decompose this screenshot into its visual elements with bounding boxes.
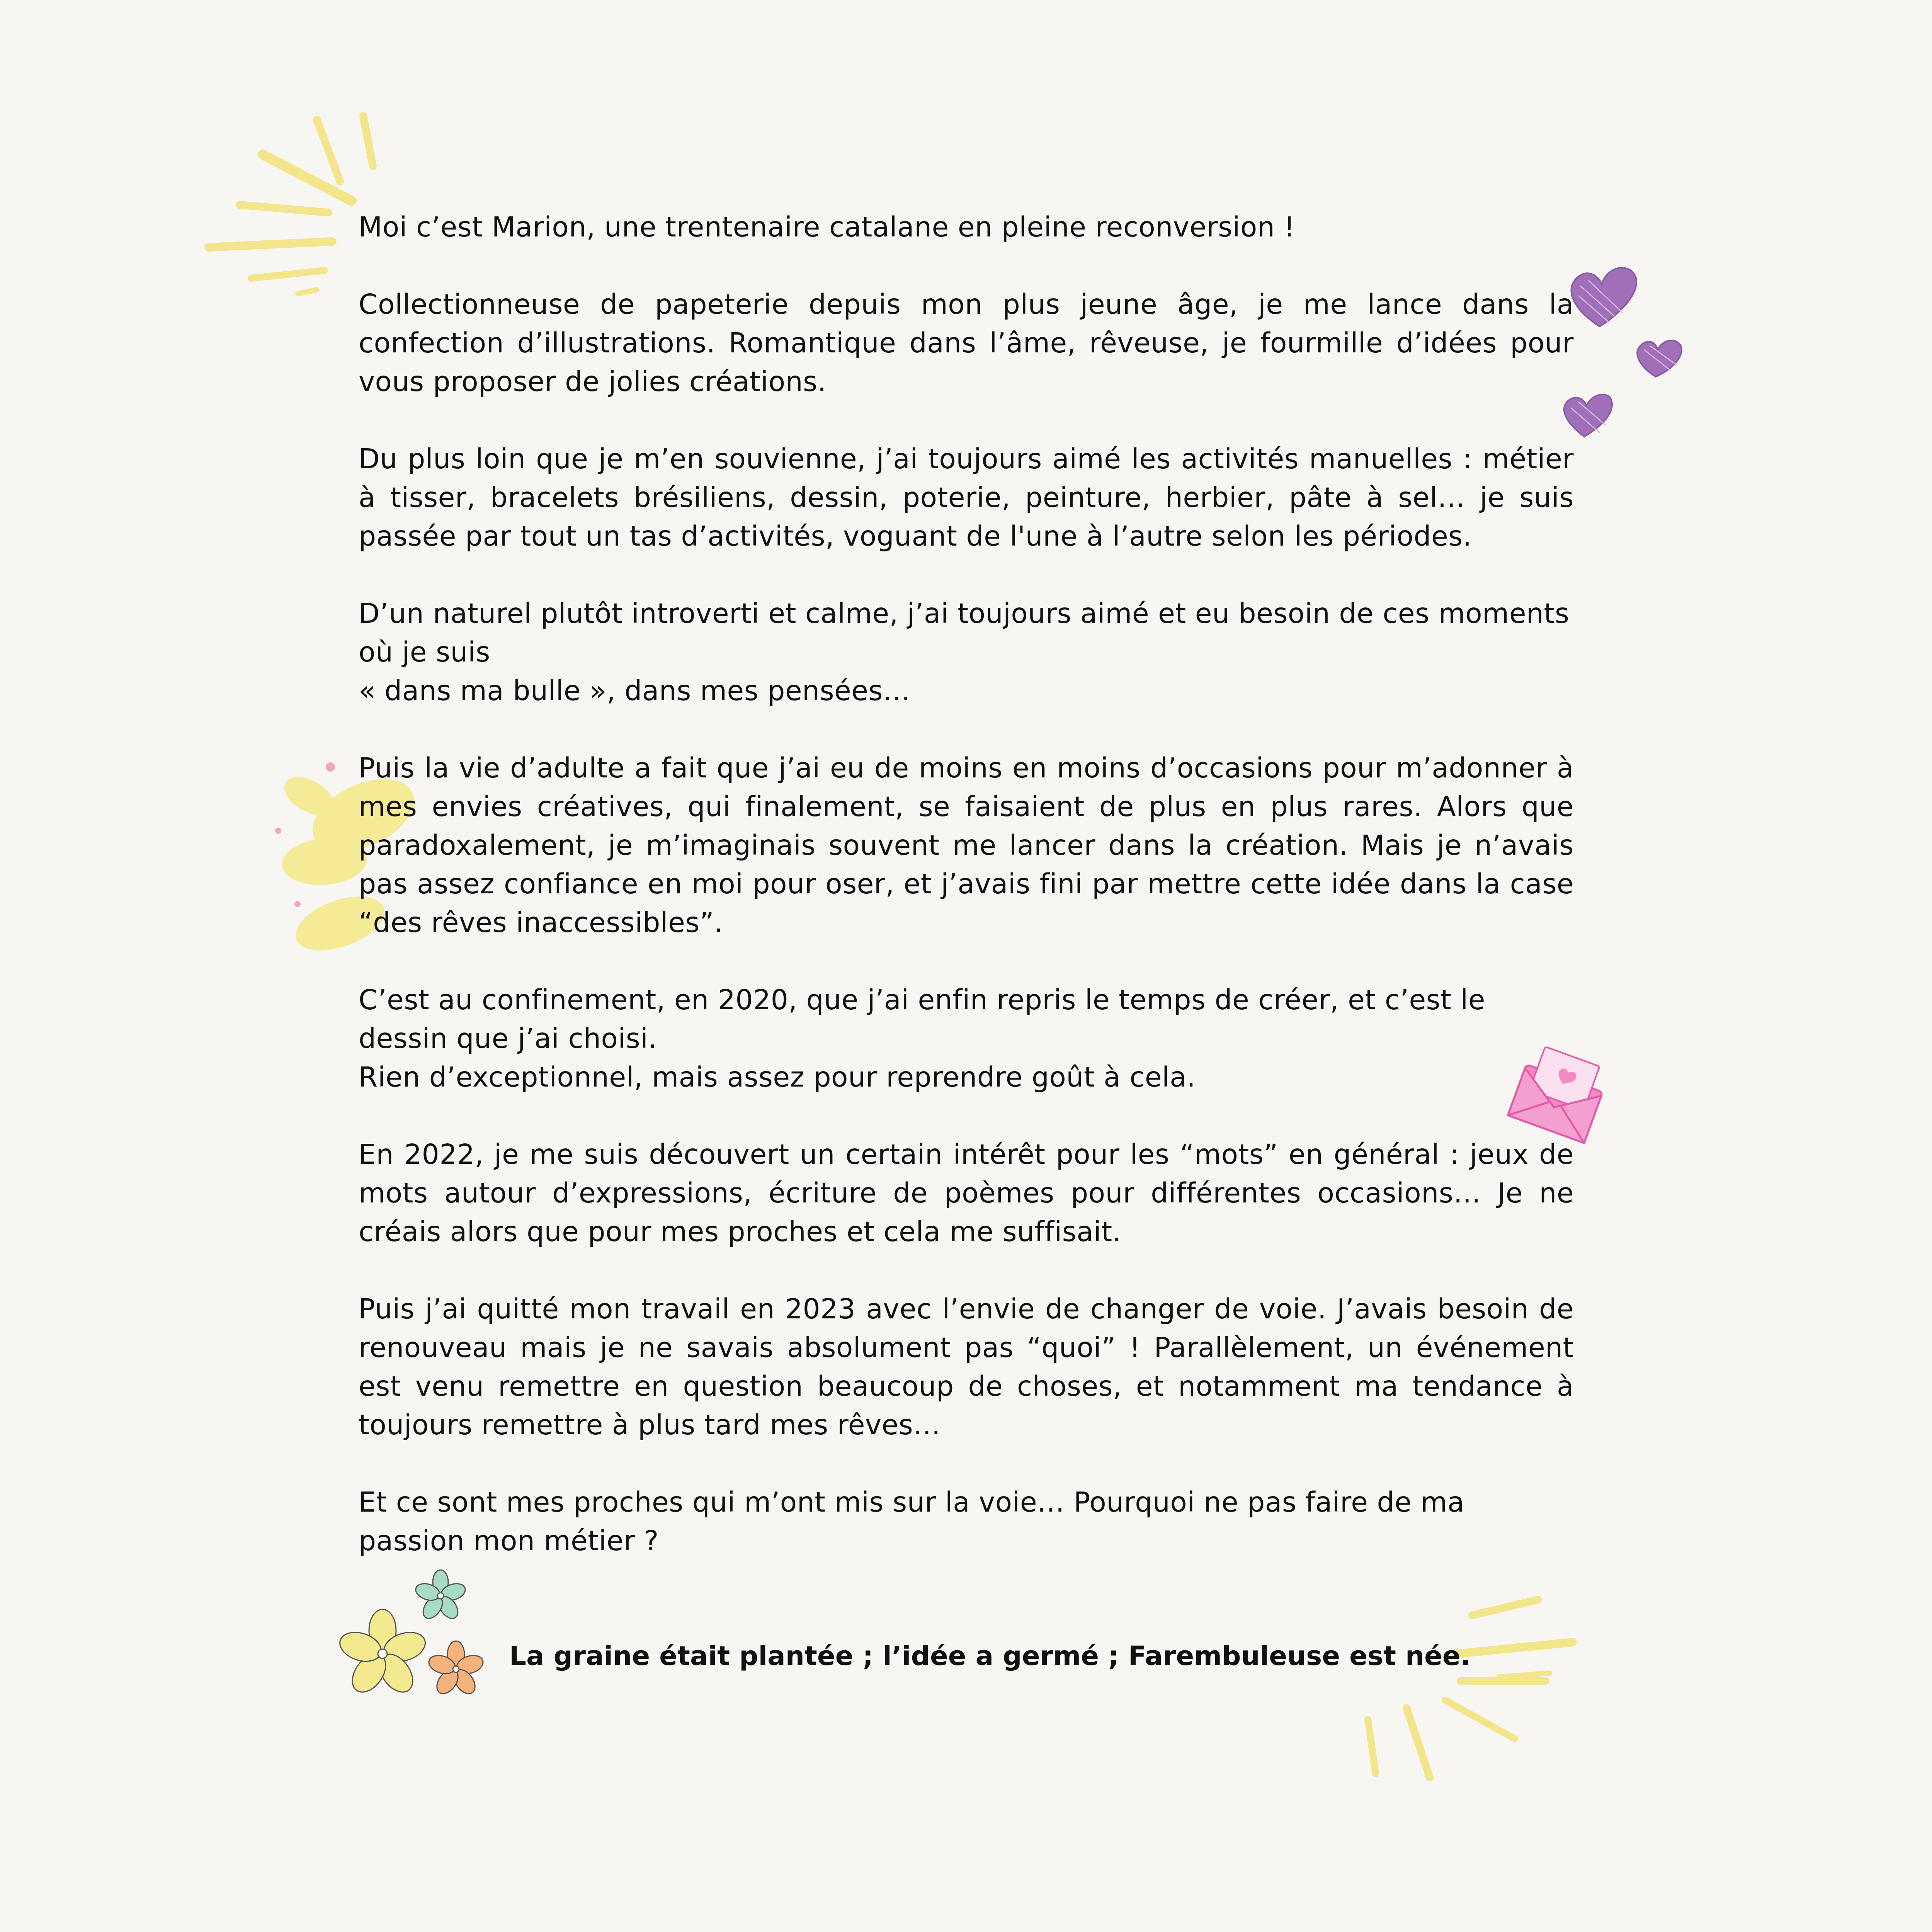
paragraph-proches bbox=[359, 1483, 1574, 1560]
paragraph-activites: Du plus loin que je m’en souvienne, j’ai toujours aimé les activités manuelles : métier à tisser, bracelets brésiliens, dessin, poterie, peinture, herbier, pâte à sel… je suis passée par tout un tas d’activités, voguant de l'une à l’autre selon les périodes. bbox=[359, 443, 1574, 552]
paragraph-vie-adulte: Puis la vie d’adulte a fait que j’ai eu de moins en moins d’occasions pour m’adonner à mes envies créatives, qui finalement, se faisaient de plus en plus rares. Alors que paradoxalement, je m’imaginais souvent me lancer dans la création. Mais je n’avais pas assez confiance en moi pour oser, et j’avais fini par mettre cette idée dans la case “des rêves inaccessibles”. bbox=[359, 752, 1574, 939]
paragraph-line: « dans ma bulle », dans mes pensées… bbox=[359, 675, 911, 707]
sunburst-icon bbox=[1345, 1584, 1584, 1785]
paragraph-line: D’un naturel plutôt introverti et calme, j’ai toujours aimé et eu besoin de ces moments où je suis bbox=[359, 597, 1570, 668]
paragraph-line: C’est au confinement, en 2020, que j’ai enfin repris le temps de créer, et c’est le dessin que j’ai choisi. bbox=[359, 984, 1485, 1054]
paragraph-bulle bbox=[359, 594, 1574, 710]
text-body bbox=[359, 208, 1574, 1599]
paragraph-travail: Puis j’ai quitté mon travail en 2023 avec l’envie de changer de voie. J’avais besoin de renouveau mais je ne savais absolument pas “quoi” ! Parallèlement, un événement est venu remettre en question beaucoup de choses, et notamment ma tendance à toujours remettre à plus tard mes rêves… bbox=[359, 1293, 1574, 1441]
paragraph-line: Et ce sont mes proches qui m’ont mis sur la voie… Pourquoi ne pas faire de ma passion mon métier ? bbox=[359, 1486, 1465, 1557]
paragraph-mots: En 2022, je me suis découvert un certain intérêt pour les “mots” en général : jeux de mots autour d’expressions, écriture de poèmes pour différentes occasions… Je ne créais alors que pour mes proches et cela me suffisait. bbox=[359, 1138, 1574, 1248]
paragraph-line: Rien d’exceptionnel, mais assez pour reprendre goût à cela. bbox=[359, 1061, 1196, 1093]
paragraph-confinement bbox=[359, 981, 1574, 1097]
hearts-icon bbox=[1557, 259, 1689, 444]
paragraph-papeterie: Collectionneuse de papeterie depuis mon plus jeune âge, je me lance dans la confection d’illustrations. Romantique dans l’âme, rêveuse, je fourmille d’idées pour vous proposer de jolies créations. bbox=[359, 288, 1574, 398]
conclusion-text: La graine était plantée ; l’idée a germé ; Farembuleuse est née. bbox=[509, 1641, 1471, 1672]
paragraph-intro bbox=[359, 208, 1574, 247]
paragraph-line: Moi c’est Marion, une trentenaire catalane en pleine reconversion ! bbox=[359, 211, 1295, 243]
